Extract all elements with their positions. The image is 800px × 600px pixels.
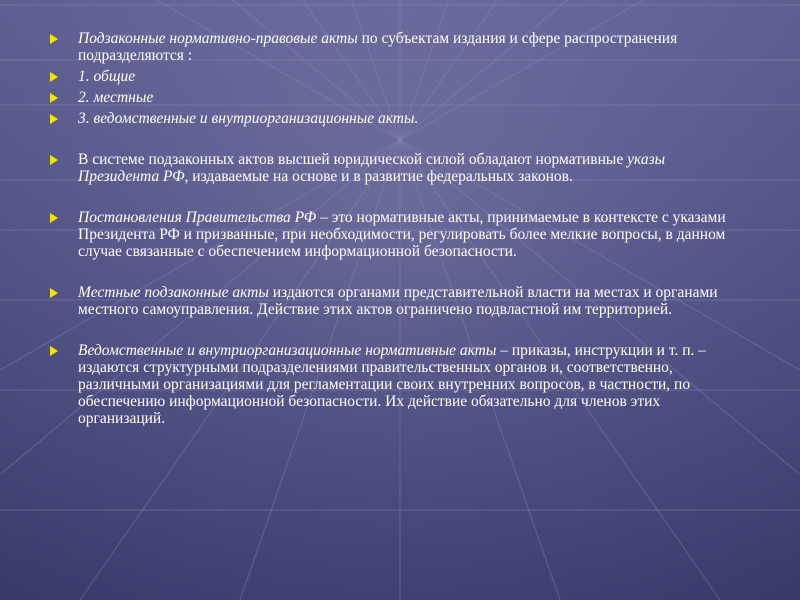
text-run: издаются органами представительной власти на местах и органами местного самоуправления. Действие этих актов ограничено подвластной им территорией. xyxy=(78,284,718,318)
triangle-bullet-icon xyxy=(50,213,58,223)
text-run: В системе подзаконных актов высшей юридической силой обладают нормативные xyxy=(78,151,628,168)
bullet-item xyxy=(50,151,750,185)
triangle-bullet-icon xyxy=(50,114,58,124)
slide-content xyxy=(50,30,750,427)
italic-text-run: указы Президента РФ, xyxy=(78,151,666,185)
text-run: – приказы, инструкции и т. п. – издаются структурными подразделениями правительственных органов и, соответственно, различными организациями для регламентации своих внутренних вопросов, в частности, по обеспечению информационной безопасности. Их действие обязательно для членов этих организаций. xyxy=(78,342,707,427)
text-run: издаваемые на основе и в развитие федеральных законов. xyxy=(188,168,573,185)
italic-text-run: 3. ведомственные и внутриорганизационные акты. xyxy=(78,110,419,127)
italic-text-run: Местные подзаконные акты xyxy=(78,284,269,301)
italic-text-run: Постановления Правительства РФ xyxy=(78,209,317,226)
bullet-item xyxy=(50,30,750,64)
bullet-item xyxy=(50,68,750,85)
triangle-bullet-icon xyxy=(50,72,58,82)
italic-text-run: Подзаконные нормативно-правовые акты xyxy=(78,30,358,47)
triangle-bullet-icon xyxy=(50,288,58,298)
italic-text-run: 2. местные xyxy=(78,89,154,106)
bullet-item xyxy=(50,284,750,318)
triangle-bullet-icon xyxy=(50,155,58,165)
bullet-item xyxy=(50,342,750,427)
bullet-item xyxy=(50,209,750,260)
triangle-bullet-icon xyxy=(50,93,58,103)
bullet-item xyxy=(50,89,750,106)
triangle-bullet-icon xyxy=(50,34,58,44)
bullet-item xyxy=(50,110,750,127)
triangle-bullet-icon xyxy=(50,346,58,356)
text-run: – это нормативные акты, принимаемые в контексте с указами Президента РФ и призванные, при необходимости, регулировать более мелкие вопросы, в данном случае связанные с обеспечением информационной безопасности. xyxy=(78,209,726,260)
italic-text-run: Ведомственные и внутриорганизационные нормативные акты xyxy=(78,342,497,359)
italic-text-run: 1. общие xyxy=(78,68,136,85)
text-run: по субъектам издания и сфере распространения подразделяются : xyxy=(78,30,678,64)
